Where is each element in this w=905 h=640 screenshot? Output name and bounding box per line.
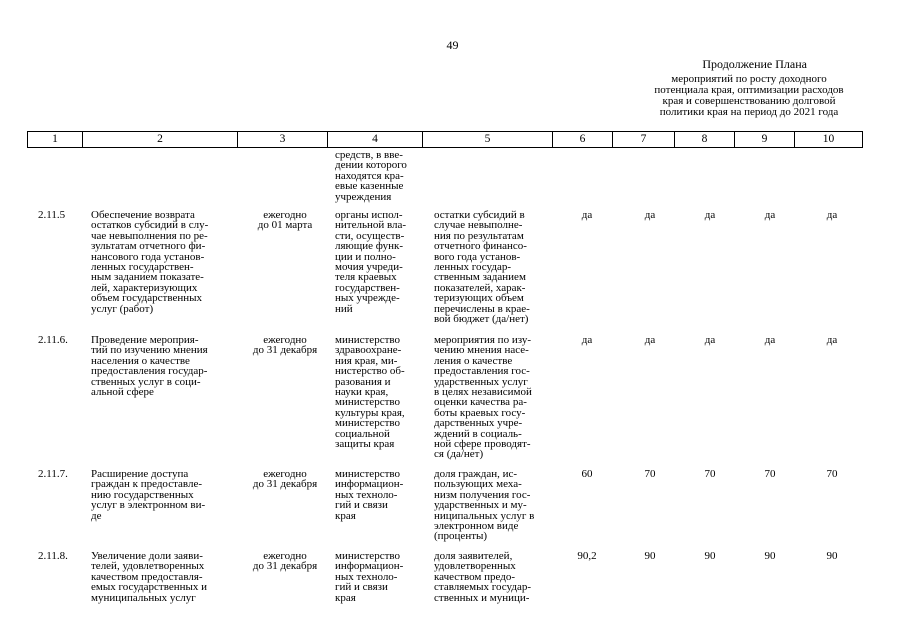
row-number: 2.11.7.: [38, 468, 68, 480]
column-header-8: 8: [675, 132, 735, 148]
deadline: ежегодно до 31 декабря: [252, 334, 318, 357]
column-header-10: 10: [795, 132, 863, 148]
column-header-9: 9: [735, 132, 795, 148]
value-col-9: да: [764, 334, 776, 346]
plan-title: мероприятий по росту доходного потенциала края, оптимизации расходов края и совершенствованию долговой политики края на период до 2021 года: [654, 73, 844, 118]
executor: министерство информацион- ных техноло- гий и связи края: [335, 468, 404, 522]
column-header-2: 2: [83, 132, 238, 148]
column-header-1: 1: [28, 132, 83, 148]
value-col-9: 70: [764, 468, 776, 480]
row-number: 2.11.8.: [38, 550, 68, 562]
value-col-6: 90,2: [577, 550, 597, 562]
continuation-label: Продолжение Плана: [702, 57, 807, 71]
measure-name: Увеличение доли заяви- телей, удовлетворенных качеством предоставля- емых государственных и муниципальных услуг: [91, 550, 208, 604]
value-col-10: 70: [826, 468, 838, 480]
measure-name: Обеспечение возврата остатков субсидий в слу- чае невыполнения по ре- зультатам отчетного фи- нансового года установ- ленных государствен- ным заданием показате- лей, характеризующих объем государственных услуг (работ): [91, 209, 209, 315]
executor: органы испол- нительной вла- сти, осуществ- ляющие функ- ции и полно- мочия учреди- теля краевых государствен- ных учрежде- ний: [335, 209, 407, 315]
value-col-8: да: [704, 334, 716, 346]
column-header-7: 7: [613, 132, 675, 148]
executor: министерство информацион- ных техноло- гий и связи края: [335, 550, 404, 604]
measure-name: Проведение мероприя- тий по изучению мнения населения о качестве предоставления государ- ственных услуг в соци- альной сфере: [91, 334, 208, 399]
column-header-5: 5: [423, 132, 553, 148]
page-number: 49: [446, 38, 459, 52]
deadline: ежегодно до 31 декабря: [252, 468, 318, 491]
column-header-3: 3: [238, 132, 328, 148]
indicator: доля граждан, ис- пользующих меха- низм получения гос- ударственных и му- ниципальных услуг в электронном виде (проценты): [434, 468, 535, 543]
column-header-4: 4: [328, 132, 423, 148]
value-col-7: да: [644, 209, 656, 221]
column-header-6: 6: [553, 132, 613, 148]
indicator: мероприятия по изу- чению мнения насе- ления о качестве предоставления гос- ударственных услуг в целях независимой оценки качества ра- боты краевых госу- дарственных учре- ждений в социаль- ной сфере проводят- ся (да/нет): [434, 334, 532, 461]
value-col-10: да: [826, 209, 838, 221]
column-number-header: [27, 131, 863, 148]
executor: министерство здравоохране- ния края, ми- нистерство об- разования и науки края, министерство культуры края, министерство социальной защиты края: [335, 334, 405, 451]
value-col-7: да: [644, 334, 656, 346]
row-number: 2.11.6.: [38, 334, 68, 346]
value-col-6: 60: [581, 468, 593, 480]
value-2017: да: [581, 209, 593, 221]
indicator: остатки субсидий в случае невыполне- ния по результатам отчетного финансо- вого года установ- ленных государ- ственным заданием показателей, харак- теризующих объем перечислены в крае- вой бюджет (да/нет): [434, 209, 530, 326]
carryover-executor-cell: средств, в вве- дении которого находятся кра- евые казенные учреждения: [335, 149, 407, 203]
value-col-10: да: [826, 334, 838, 346]
value-col-8: да: [704, 209, 716, 221]
value-col-8: 90: [704, 550, 716, 562]
value-col-8: 70: [704, 468, 716, 480]
value-col-7: 90: [644, 550, 656, 562]
value-col-6: да: [581, 334, 593, 346]
deadline: ежегодно до 31 декабря: [252, 550, 318, 573]
deadline: ежегодно до 01 марта: [257, 209, 313, 232]
indicator: доля заявителей, удовлетворенных качеством предо- ставляемых государ- ственных и муници-: [434, 550, 531, 604]
value-col-10: 90: [826, 550, 838, 562]
value-col-7: 70: [644, 468, 656, 480]
value-col-9: да: [764, 209, 776, 221]
value-col-9: 90: [764, 550, 776, 562]
measure-name: Расширение доступа граждан к предоставле- нию государственных услуг в электронном ви- де: [91, 468, 206, 522]
row-number: 2.11.5: [38, 209, 66, 221]
